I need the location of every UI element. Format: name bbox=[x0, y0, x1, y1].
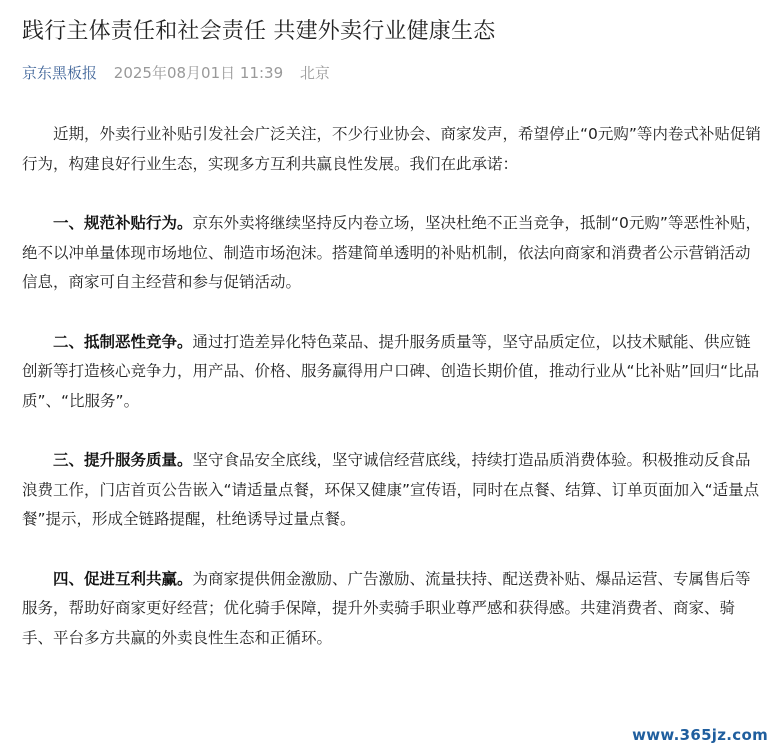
publish-time: 2025年08月01日 11:39 bbox=[113, 64, 284, 82]
section-paragraph bbox=[22, 565, 762, 654]
section-paragraph bbox=[22, 328, 762, 417]
section-text: 坚守食品安全底线，坚守诚信经营底线，持续打造品质消费体验。积极推动反食品浪费工作，门店首页公告嵌入“请适量点餐，环保又健康”宣传语，同时在点餐、结算、订单页面加入“适量点餐”提示，形成全链路提醒，杜绝诱导过量点餐。 bbox=[22, 451, 760, 528]
section-text: 通过打造差异化特色菜品、提升服务质量等，坚守品质定位，以技术赋能、供应链创新等打造核心竞争力，用产品、价格、服务赢得用户口碑、创造长期价值，推动行业从“比补贴”回归“比品质”、“比服务”。 bbox=[22, 332, 760, 410]
section-heading: 四、促进互利共赢。 bbox=[53, 569, 193, 588]
page-title: 践行主体责任和社会责任 共建外卖行业健康生态 bbox=[22, 19, 496, 44]
section-paragraph bbox=[22, 209, 762, 298]
section-text: 京东外卖将继续坚持反内卷立场，坚决杜绝不正当竞争，抵制“0元购”等恶性补贴，绝不以冲单量体现市场地位、制造市场泡沫。搭建简单透明的补贴机制，依法向商家和消费者公示营销活动信息，商家可自主经营和参与促销活动。 bbox=[22, 214, 761, 291]
source-link[interactable]: 京东黑板报 bbox=[22, 64, 98, 82]
intro-paragraph: 近期，外卖行业补贴引发社会广泛关注，不少行业协会、商家发声，希望停止“0元购”等内卷式补贴促销行为，构建良好行业生态，实现多方互利共赢良性发展。我们在此承诺： bbox=[22, 125, 761, 173]
publish-location: 北京 bbox=[299, 64, 330, 82]
article-meta bbox=[22, 62, 330, 83]
section-paragraph bbox=[22, 446, 762, 535]
site-watermark: www.365jz.com bbox=[632, 726, 768, 744]
section-heading: 三、提升服务质量。 bbox=[53, 451, 193, 469]
section-heading: 一、规范补贴行为。 bbox=[53, 214, 193, 232]
section-heading: 二、抵制恶性竞争。 bbox=[53, 332, 193, 351]
section-text: 为商家提供佣金激励、广告激励、流量扶持、配送费补贴、爆品运营、专属售后等服务，帮助好商家更好经营；优化骑手保障，提升外卖骑手职业尊严感和获得感。共建消费者、商家、骑手、平台多方共赢的外卖良性生态和正循环。 bbox=[22, 569, 751, 647]
article-body bbox=[22, 120, 762, 653]
